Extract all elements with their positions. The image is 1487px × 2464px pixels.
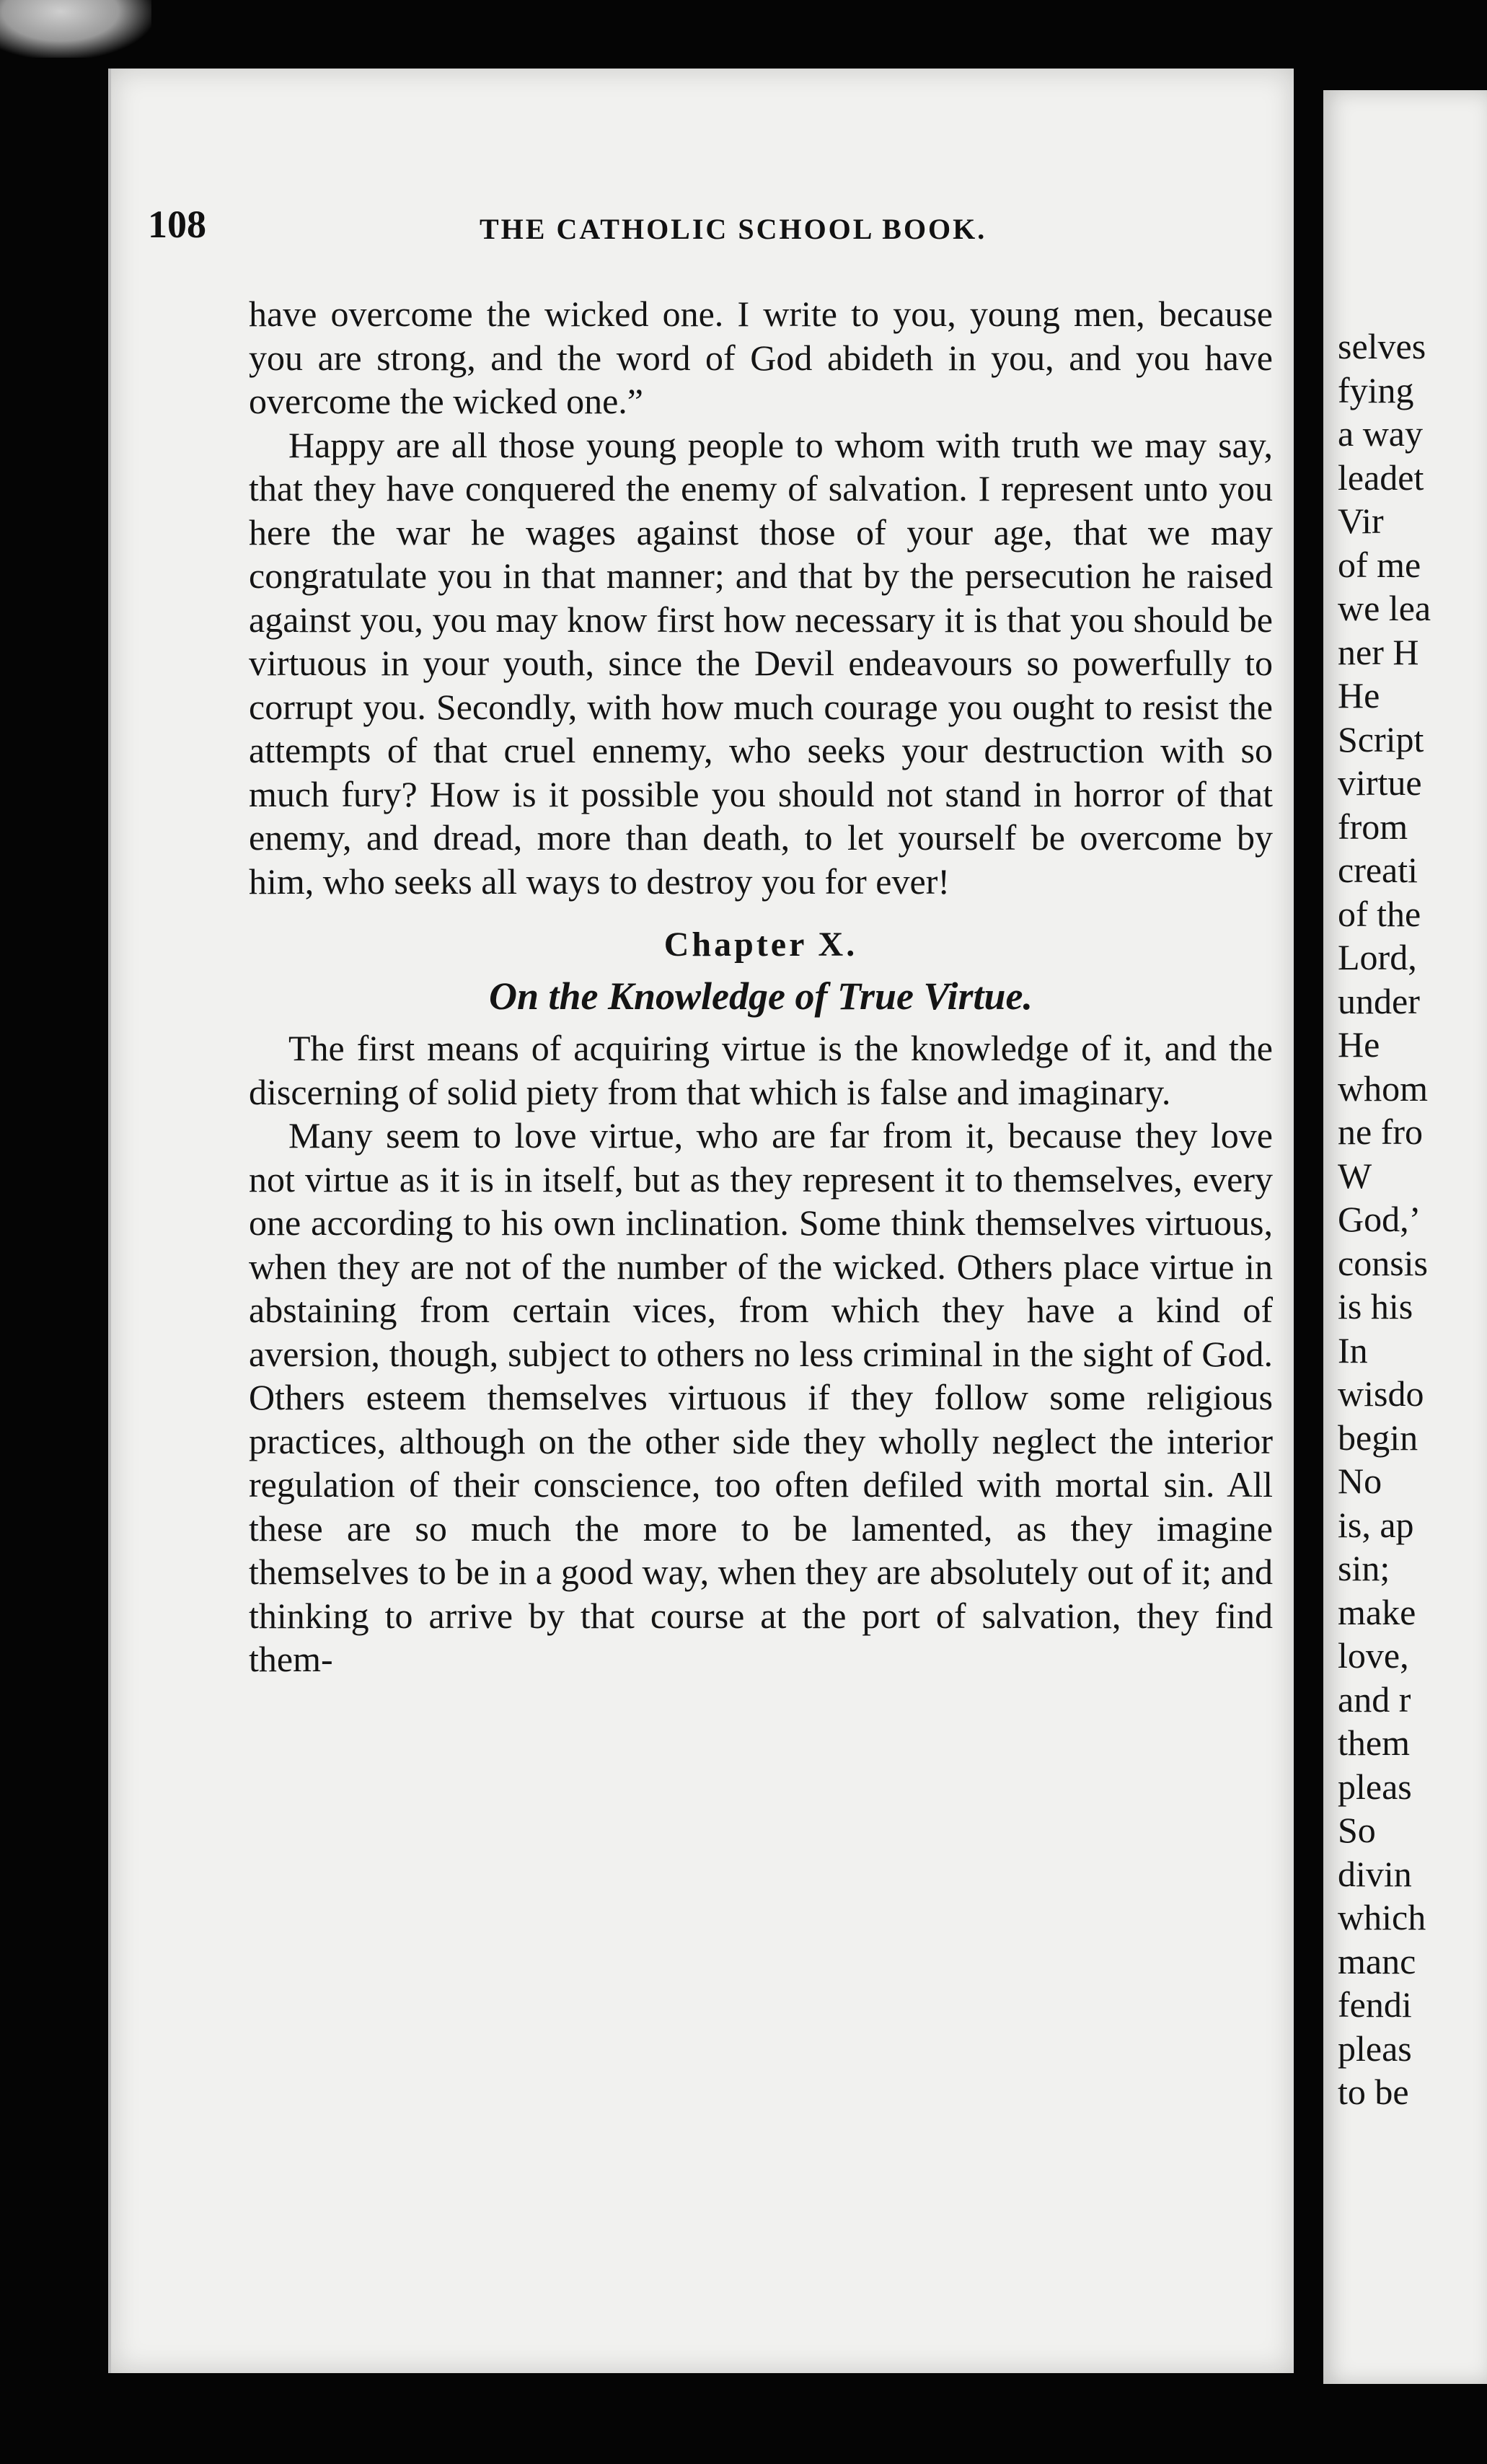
facing-line: is, ap <box>1338 1504 1414 1545</box>
facing-line: consis <box>1338 1242 1428 1283</box>
facing-line: wisdo <box>1338 1373 1424 1414</box>
facing-line: virtue <box>1338 762 1422 803</box>
facing-line: under <box>1338 980 1420 1021</box>
running-title: THE CATHOLIC SCHOOL BOOK. <box>480 213 987 245</box>
page-header <box>148 202 1266 252</box>
facing-line: of the <box>1338 893 1421 934</box>
chapter-subtitle: On the Knowledge of True Virtue. <box>488 974 1033 1018</box>
facing-line: leadet <box>1338 457 1424 498</box>
facing-line: pleas <box>1338 1766 1412 1807</box>
facing-line: manc <box>1338 1940 1416 1981</box>
facing-page <box>1323 90 1487 2384</box>
facing-line: pleas <box>1338 2028 1412 2069</box>
facing-line: love, <box>1338 1635 1409 1676</box>
facing-line: of me <box>1338 544 1421 585</box>
paragraph-1: have overcome the wicked one. I write to you, young men, because you are strong, and the word of God abideth in you, and you have overcome the wicked one.” <box>249 294 1273 421</box>
facing-line: In <box>1338 1329 1368 1370</box>
facing-line: God,’ <box>1338 1199 1421 1239</box>
facing-line: Vir <box>1338 501 1384 541</box>
facing-line: creati <box>1338 850 1418 890</box>
scan-artifact <box>0 0 151 58</box>
facing-line: make <box>1338 1591 1416 1632</box>
facing-line: So <box>1338 1810 1376 1850</box>
facing-line: divin <box>1338 1853 1412 1894</box>
page-number: 108 <box>148 203 206 246</box>
facing-line: W <box>1338 1155 1372 1196</box>
facing-line: a way <box>1338 413 1423 454</box>
facing-line: selves <box>1338 326 1426 366</box>
facing-line: He <box>1338 675 1380 716</box>
facing-line: to be <box>1338 2072 1409 2112</box>
facing-line: fendi <box>1338 1984 1412 2025</box>
facing-line: Lord, <box>1338 937 1417 977</box>
facing-line: begin <box>1338 1417 1418 1458</box>
paragraph-2: Happy are all those young people to whom with truth we may say, that they have conquered the enemy of salvation. I represent unto you here the war he wages against those of your age, that we may congratulate you in that manner; and that by the persecution he raised against you, you may know first how necessary it is that you should be virtuous in your youth, since the Devil endeavours so powerfully to corrupt you. Secondly, with how much courage you ought to resist the attempts of that cruel ennemy, who seeks your destruction with so much fury? How is it possible you should not stand in horror of that enemy, and dread, more than death, to let yourself be overcome by him, who seeks all ways to destroy you for ever! <box>249 424 1273 902</box>
facing-line: we lea <box>1338 588 1431 628</box>
page-body <box>249 292 1273 1681</box>
facing-line: whom <box>1338 1068 1428 1109</box>
facing-line: and r <box>1338 1678 1411 1720</box>
paragraph-4: Many seem to love virtue, who are far from it, because they love not virtue as it is in itself, but as they represent it to themselves, every one according to his own inclination. Some think themselves virtuous, when they are not of the number of the wicked. Others place virtue in abstaining from certain vices, from which they have a kind of aversion, though, subject to others no less criminal in the sight of God. Others esteem themselves virtuous if they follow some religious practices, although on the other side they wholly neglect the interior regulation of their conscience, too often defiled with mortal sin. All these are so much the more to be lamented, as they imagine themselves to be in a good way, when they are absolutely out of it; and thinking to arrive by that course at the port of salvation, they find them- <box>249 1115 1273 1679</box>
chapter-heading: Chapter X. <box>663 925 858 964</box>
facing-line: from <box>1338 806 1408 847</box>
facing-line: He <box>1338 1024 1380 1065</box>
paragraph-3: The first means of acquiring virtue is the knowledge of it, and the discerning of solid piety from that which is false and imaginary. <box>249 1028 1273 1112</box>
facing-line: them <box>1338 1722 1410 1763</box>
facing-line: ner H <box>1338 631 1419 672</box>
facing-line: sin; <box>1338 1548 1390 1588</box>
facing-line: is his <box>1338 1286 1413 1326</box>
facing-line: which <box>1338 1897 1426 1937</box>
facing-page-text <box>1338 325 1487 2114</box>
facing-line: Script <box>1338 718 1424 760</box>
facing-line: No <box>1338 1461 1382 1501</box>
facing-line: fying <box>1338 369 1414 410</box>
facing-line: ne fro <box>1338 1112 1423 1152</box>
